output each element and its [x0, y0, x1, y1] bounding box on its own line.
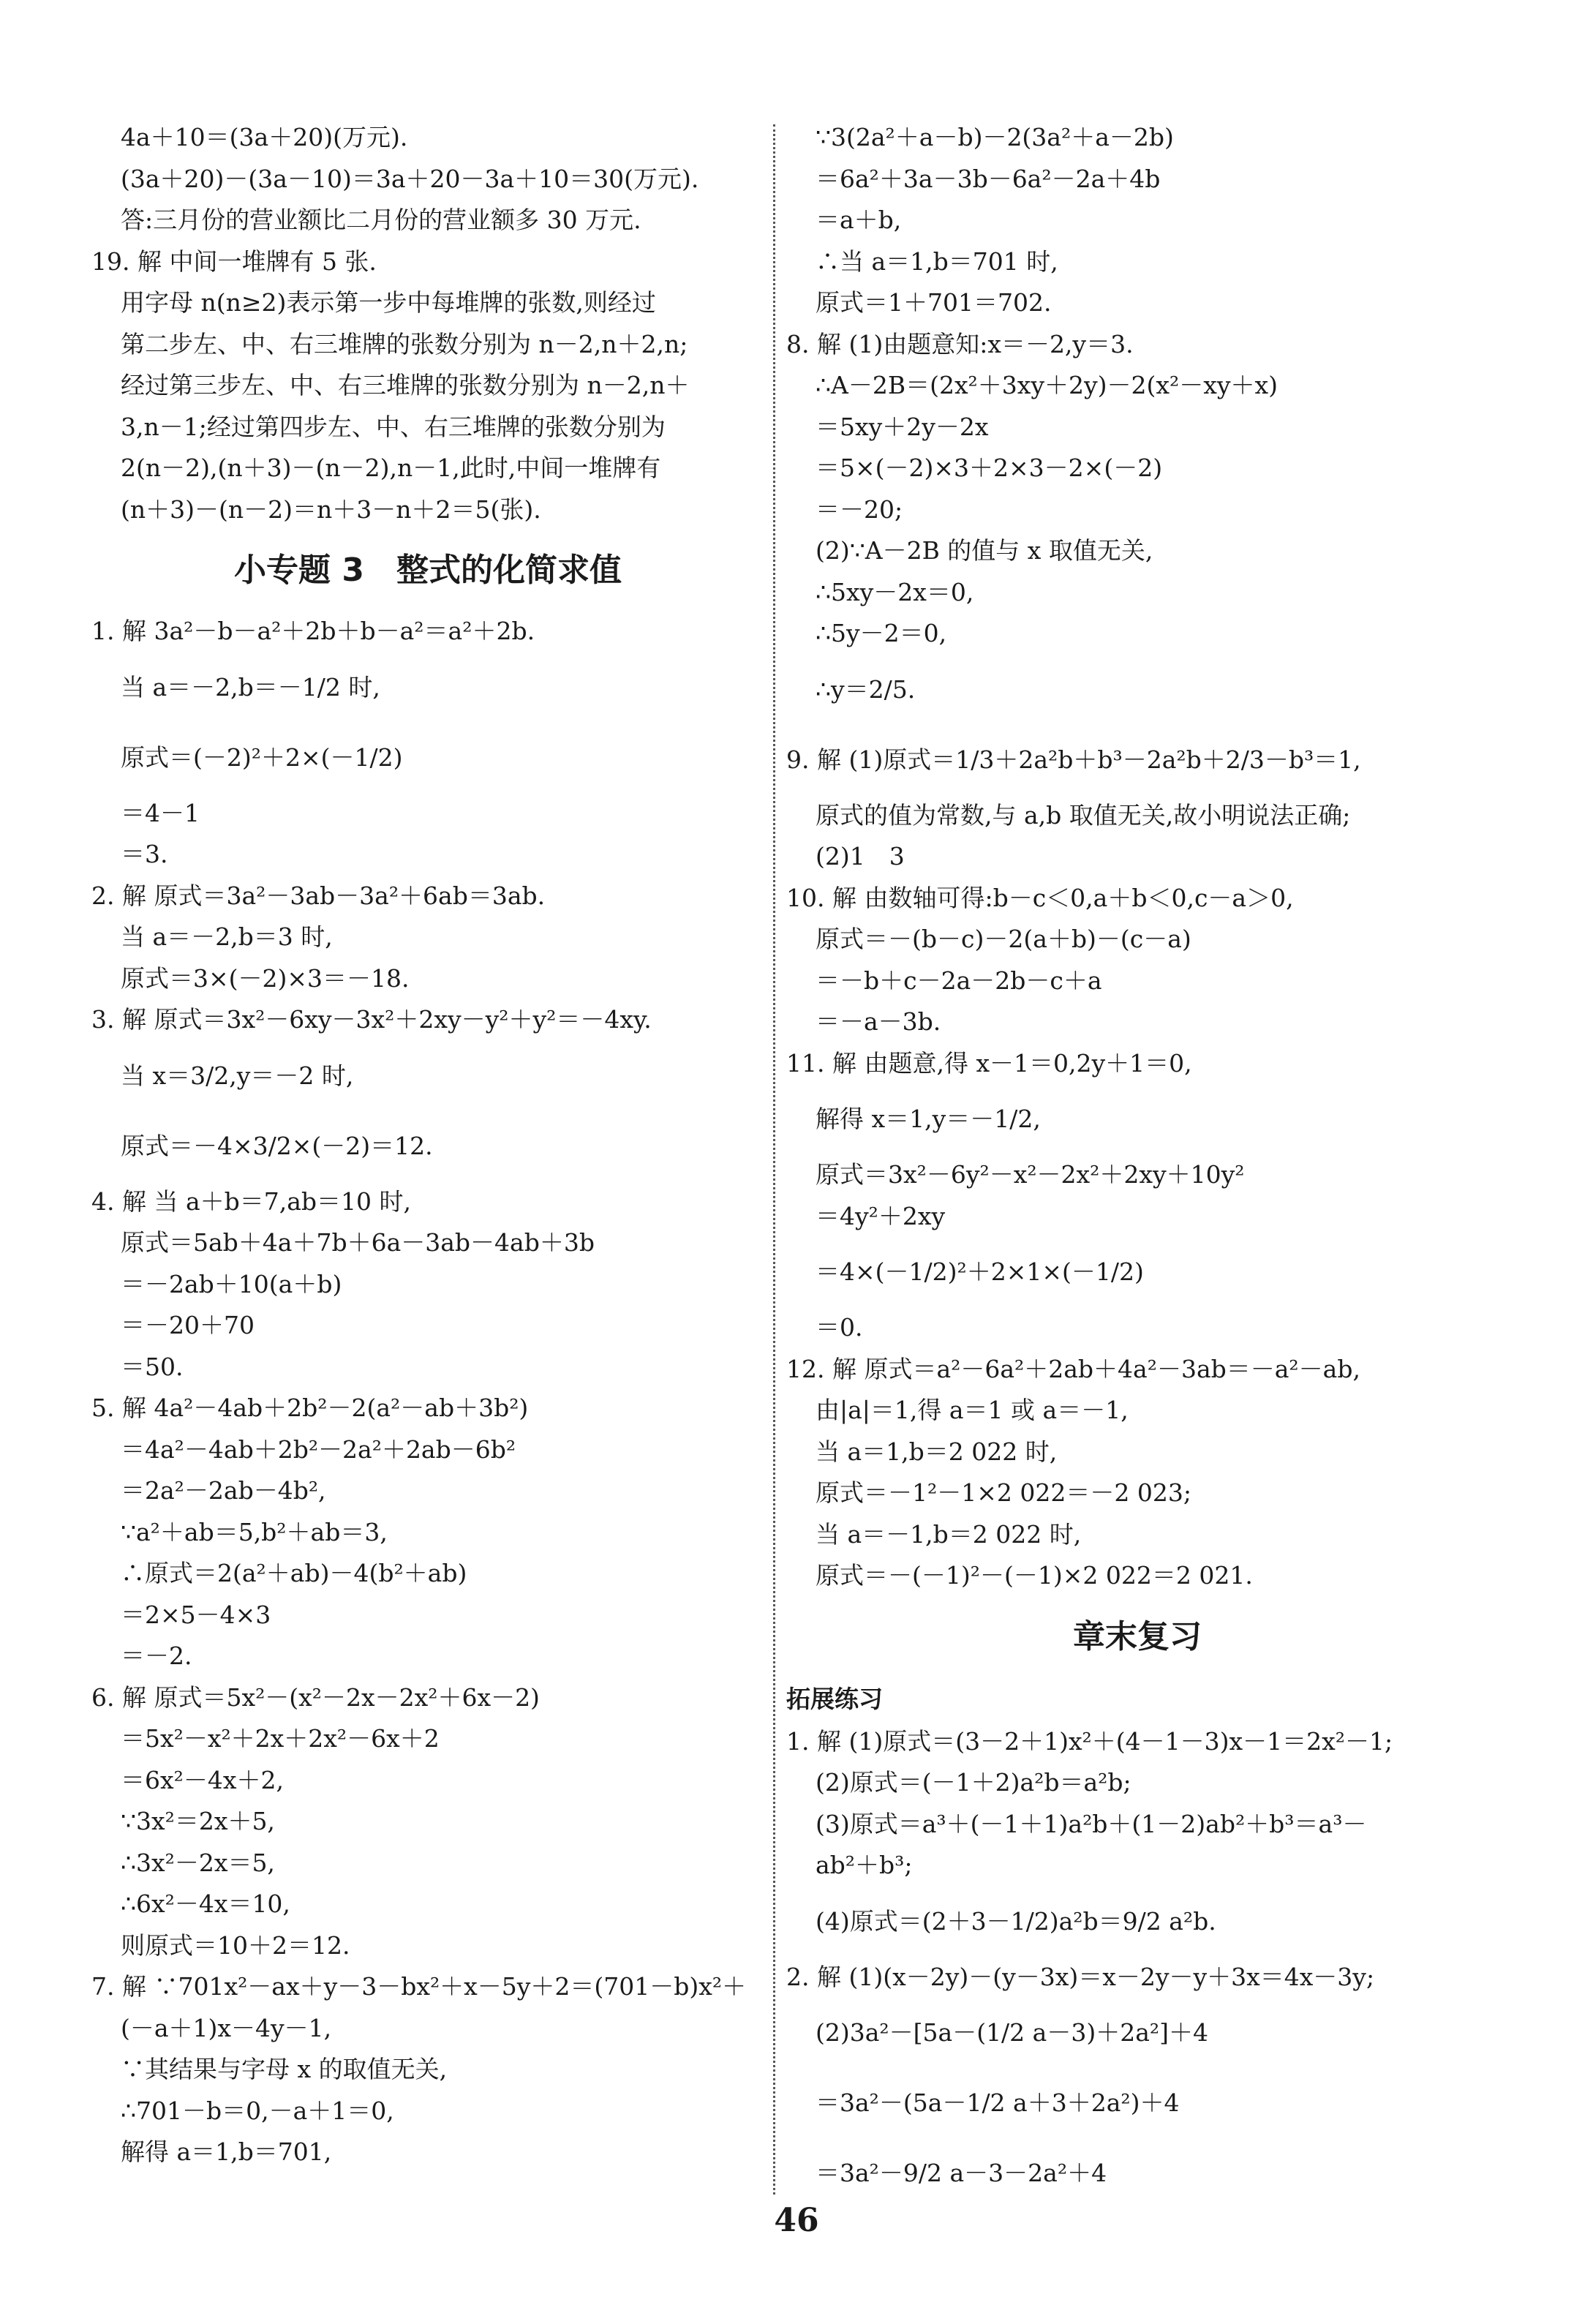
text-line: 5. 解 4a²－4ab＋2b²－2(a²－ab＋3b²) [91, 1394, 529, 1422]
text-line: 经过第三步左、中、右三堆牌的张数分别为 n－2,n＋ [121, 371, 690, 399]
text-line: 答:三月份的营业额比二月份的营业额多 30 万元. [121, 206, 641, 234]
text-line: (3)原式＝a³＋(－1＋1)a²b＋(1－2)ab²＋b³＝a³－ [816, 1809, 1367, 1838]
text-line: 由|a|＝1,得 a＝1 或 a＝－1, [816, 1396, 1129, 1424]
text-line: ＝4×(－1/2)²＋2×1×(－1/2) [816, 1257, 1144, 1286]
text-line: 4a＋10＝(3a＋20)(万元). [121, 123, 408, 151]
text-line: ＝3a²－9/2 a－3－2a²＋4 [816, 2159, 1107, 2187]
text-line: 19. 解 中间一堆牌有 5 张. [91, 247, 377, 276]
text-line: 原式＝－1²－1×2 022＝－2 023; [816, 1478, 1191, 1507]
text-line: ＝2a²－2ab－4b², [121, 1476, 326, 1505]
text-line: 6. 解 原式＝5x²－(x²－2x－2x²＋6x－2) [91, 1682, 540, 1712]
text-line: ∴5y－2＝0, [816, 619, 947, 647]
text-line: ＝6x²－4x＋2, [121, 1765, 284, 1794]
text-line: 1. 解 3a²－b－a²＋2b＋b－a²＝a²＋2b. [91, 617, 535, 645]
text-line: ＝6a²＋3a－3b－6a²－2a＋4b [816, 164, 1161, 193]
text-line: ∴A－2B＝(2x²＋3xy＋2y)－2(x²－xy＋x) [816, 371, 1278, 399]
section-heading: 小专题 3 整式的化简求值 [234, 552, 622, 589]
text-line: (2)3a²－[5a－(1/2 a－3)＋2a²]＋4 [816, 2018, 1208, 2047]
section-heading: 章末复习 [1073, 1617, 1202, 1655]
text-line: ∴3x²－2x＝5, [121, 1848, 275, 1877]
text-line: ＝0. [816, 1313, 863, 1342]
text-line: 当 a＝－1,b＝2 022 时, [816, 1519, 1082, 1549]
text-line: 9. 解 (1)原式＝1/3＋2a²b＋b³－2a²b＋2/3－b³＝1, [786, 745, 1361, 774]
text-line: 2(n－2),(n＋3)－(n－2),n－1,此时,中间一堆牌有 [121, 454, 661, 482]
text-line: 当 a＝－2,b＝－1/2 时, [121, 672, 380, 702]
page-number: 46 [774, 2202, 819, 2239]
text-line: ∴701－b＝0,－a＋1＝0, [121, 2096, 394, 2125]
text-line: 解得 a＝1,b＝701, [121, 2137, 332, 2166]
text-line: ∵其结果与字母 x 的取值无关, [121, 2055, 448, 2083]
text-line: 原式＝－4×3/2×(－2)＝12. [121, 1131, 433, 1160]
text-line: 则原式＝10＋2＝12. [121, 1930, 350, 1960]
text-line: ∵3x²＝2x＋5, [121, 1807, 275, 1835]
text-line: 第二步左、中、右三堆牌的张数分别为 n－2,n＋2,n; [121, 329, 688, 358]
text-line: 原式＝(－2)²＋2×(－1/2) [121, 742, 403, 772]
text-line: ＝2×5－4×3 [121, 1600, 271, 1629]
text-line: 原式＝3x²－6y²－x²－2x²＋2xy＋10y² [816, 1160, 1245, 1189]
text-line: ∴当 a＝1,b＝701 时, [816, 247, 1058, 276]
text-line: 原式＝－(－1)²－(－1)×2 022＝2 021. [816, 1561, 1253, 1590]
text-line: ＝3a²－(5a－1/2 a＋3＋2a²)＋4 [816, 2088, 1180, 2117]
text-line: 原式＝3×(－2)×3＝－18. [121, 963, 410, 993]
subsection-heading: 拓展练习 [786, 1684, 883, 1713]
text-line: ＝－b＋c－2a－2b－c＋a [816, 966, 1102, 995]
text-line: ＝4－1 [121, 798, 200, 827]
text-line: 4. 解 当 a＋b＝7,ab＝10 时, [91, 1187, 412, 1216]
text-line: ∴6x²－4x＝10, [121, 1889, 290, 1918]
text-line: (－a＋1)x－4y－1, [121, 2013, 332, 2042]
text-line: ＝a＋b, [816, 206, 902, 234]
text-line: 12. 解 原式＝a²－6a²＋2ab＋4a²－3ab＝－a²－ab, [786, 1354, 1360, 1383]
text-line: 2. 解 原式＝3a²－3ab－3a²＋6ab＝3ab. [91, 881, 546, 910]
text-line: (2)∵A－2B 的值与 x 取值无关, [816, 536, 1153, 565]
text-line: ＝－a－3b. [816, 1007, 941, 1036]
text-line: ∴5xy－2x＝0, [816, 577, 974, 606]
text-line: 1. 解 (1)原式＝(3－2＋1)x²＋(4－1－3)x－1＝2x²－1; [786, 1726, 1393, 1756]
text-line: 3,n－1;经过第四步左、中、右三堆牌的张数分别为 [121, 412, 666, 441]
text-line: 用字母 n(n≥2)表示第一步中每堆牌的张数,则经过 [121, 288, 656, 317]
text-line: ＝5x²－x²＋2x＋2x²－6x＋2 [121, 1724, 440, 1753]
text-line: 7. 解 ∵701x²－ax＋y－3－bx²＋x－5y＋2＝(701－b)x²＋ [91, 1972, 747, 2001]
text-line: 解得 x＝1,y＝－1/2, [816, 1105, 1041, 1133]
text-line: ∵a²＋ab＝5,b²＋ab＝3, [121, 1517, 388, 1546]
text-line: 原式＝－(b－c)－2(a＋b)－(c－a) [816, 925, 1191, 953]
text-line: 8. 解 (1)由题意知:x＝－2,y＝3. [786, 329, 1134, 358]
text-line: (4)原式＝(2＋3－1/2)a²b＝9/2 a²b. [816, 1906, 1216, 1936]
text-line: ＝3. [121, 840, 168, 868]
text-line: 原式＝5ab＋4a＋7b＋6a－3ab－4ab＋3b [121, 1228, 595, 1257]
text-line: 当 x＝3/2,y＝－2 时, [121, 1061, 354, 1090]
text-line: ∴原式＝2(a²＋ab)－4(b²＋ab) [121, 1559, 467, 1587]
right-column [786, 117, 1488, 2208]
text-line: 原式的值为常数,与 a,b 取值无关,故小明说法正确; [816, 800, 1351, 830]
text-line: ∴y＝2/5. [816, 674, 916, 704]
text-line: ＝4y²＋2xy [816, 1201, 946, 1230]
text-line: 11. 解 由题意,得 x－1＝0,2y＋1＝0, [786, 1048, 1192, 1078]
text-line: ＝－20; [816, 494, 903, 524]
text-line: 当 a＝－2,b＝3 时, [121, 922, 333, 951]
text-line: 2. 解 (1)(x－2y)－(y－3x)＝x－2y－y＋3x＝4x－3y; [786, 1962, 1375, 1991]
text-line: ＝5xy＋2y－2x [816, 412, 989, 441]
text-line: ab²＋b³; [816, 1851, 913, 1879]
text-line: (2)原式＝(－1＋2)a²b＝a²b; [816, 1768, 1131, 1797]
text-line: (n＋3)－(n－2)＝n＋3－n＋2＝5(张). [121, 494, 541, 524]
text-line: ＝－2ab＋10(a＋b) [121, 1269, 342, 1298]
text-line: 当 a＝1,b＝2 022 时, [816, 1437, 1058, 1466]
text-line: ＝5×(－2)×3＋2×3－2×(－2) [816, 454, 1163, 482]
text-line: ＝50. [121, 1352, 184, 1381]
text-line: ＝4a²－4ab＋2b²－2a²＋2ab－6b² [121, 1434, 516, 1464]
text-line: 3. 解 原式＝3x²－6xy－3x²＋2xy－y²＋y²＝－4xy. [91, 1005, 652, 1034]
column-divider [773, 124, 775, 2195]
text-line: (3a＋20)－(3a－10)＝3a＋20－3a＋10＝30(万元). [121, 164, 699, 193]
text-line: 原式＝1＋701＝702. [816, 288, 1052, 317]
text-line: 10. 解 由数轴可得:b－c＜0,a＋b＜0,c－a＞0, [786, 883, 1294, 912]
left-column [91, 117, 764, 2173]
text-line: ＝－20＋70 [121, 1311, 255, 1339]
text-line: (2)1 3 [816, 842, 905, 870]
text-line: ＝－2. [121, 1642, 192, 1670]
text-line: ∵3(2a²＋a－b)－2(3a²＋a－2b) [816, 123, 1174, 151]
